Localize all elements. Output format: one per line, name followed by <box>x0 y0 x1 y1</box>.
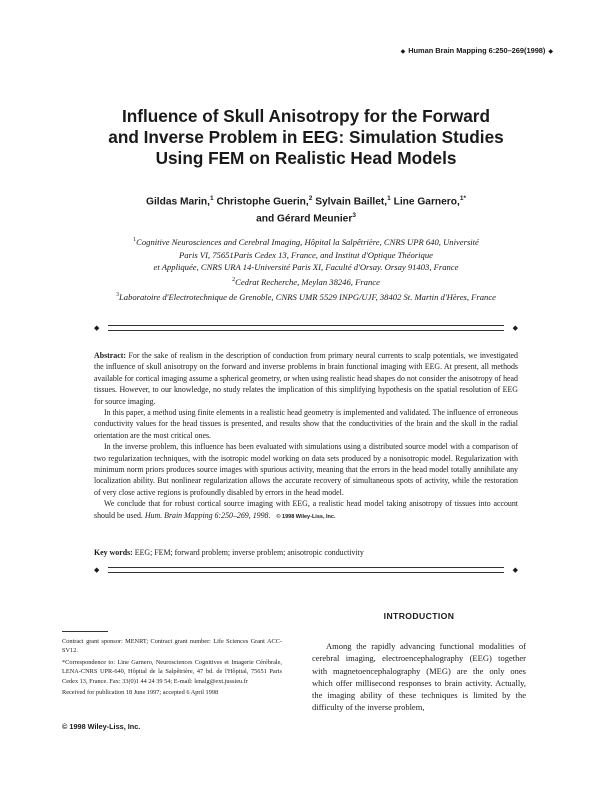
affiliation-line: Paris VI, 75651Paris Cedex 13, France, and Institut d'Optique Théorique <box>179 249 433 260</box>
divider-diamond-icon: ◆ <box>512 324 518 332</box>
title-line: Influence of Skull Anisotropy for the Forward <box>122 106 490 126</box>
footnotes <box>62 631 282 699</box>
article-title <box>90 106 522 169</box>
abstract-paragraph: In this paper, a method using finite elements in a realistic head geometry is implemented and validated. The influence of erroneous conductivity values for the head tissues is presented, and results show that the conductivities of the brain and the skull in the radial orientation are the most critical ones. <box>94 408 518 440</box>
author-name: Gildas Marin, <box>146 196 210 208</box>
affiliations <box>84 234 528 304</box>
affil-mark: 2 <box>232 277 236 284</box>
correspondence-footnote: *Correspondence to: Line Garnero, Neurosciences Cognitives et Imagerie Cérébrale, LENA-CNRS UPR-640, Hôpital de la Salpêtrière, 47 bd. de l'Hôpital, 75651 Paris Cedex 13, France. Fax: 33(0)1 44 24 39 54; E-mail: lenalg@ext.jussieu.fr <box>62 658 282 685</box>
copyright-notice: © 1998 Wiley-Liss, Inc. <box>62 722 141 731</box>
author-name: and Gérard Meunier <box>256 213 353 225</box>
abstract <box>94 350 518 523</box>
journal-citation: Human Brain Mapping 6:250–269(1998) <box>408 46 546 55</box>
title-line: and Inverse Problem in EEG: Simulation Studies <box>108 127 504 147</box>
affiliation-line: Cedrat Recherche, Meylan 38246, France <box>235 277 380 288</box>
author-affil-mark: 2 <box>308 195 313 202</box>
affil-mark: 3 <box>116 291 119 298</box>
author-list <box>80 192 532 227</box>
author-affil-mark: 3 <box>352 212 356 220</box>
author-affil-mark: 1* <box>459 195 466 202</box>
abstract-paragraph: For the sake of realism in the description of conduction from primary neural currents to scalp potentials, we investigated the influence of skull anisotropy on the forward and inverse problems in brain functional imaging with EEG. At present, all methods available for cortical imaging assume a spherical geometry, or when using realistic head shapes do not consider the anisotropy of head tissues. However, to our knowledge, no study relates the implication of this simplifying hypothesis on the spatial resolution of EEG for source imaging. <box>94 351 518 406</box>
footnote-rule <box>62 631 108 632</box>
keywords-text: EEG; FEM; forward problem; inverse problem; anisotropic conductivity <box>134 548 364 557</box>
affil-mark: 1 <box>133 237 137 243</box>
introduction-paragraph: Among the rapidly advancing functional modalities of cerebral imaging, electroencephalography (EEG) together with magnetoencephalography (MEG) are the only ones which offer millisecond responses to brain activity. Actually, the imaging ability of these techniques is limited by the difficulty of the inverse problem, <box>312 641 526 713</box>
header-diamond-right-icon: ◆ <box>548 49 553 55</box>
author-name: Line Garnero, <box>393 196 460 208</box>
abstract-paragraph: We conclude that for robust cortical source imaging with EEG, a realistic head model taking anisotropy of tissues into account should be used. <box>94 499 518 520</box>
header-diamond-left-icon: ◆ <box>400 49 406 55</box>
author-affil-mark: 1 <box>210 195 214 202</box>
introduction-heading: INTRODUCTION <box>383 611 455 621</box>
abstract-paragraph: In the inverse problem, this influence has been evaluated with simulations using a distributed source model with a comparison of two regularization techniques, with the isotropic model working on data sets produced by a nonisotropic model. Regularization with minimum norm priors produces source images with spurious activity, meaning that the errors in the head model totally annihilate any localization ability. But nonlinear regularization allows the accurate recovery of simultaneous spots of activity, while the restoration of very close active regions is profoundly disabled by errors in the head model. <box>94 442 518 497</box>
author-name: Sylvain Baillet, <box>315 196 388 208</box>
divider-diamond-icon: ◆ <box>94 566 100 574</box>
keywords-label: Key words: <box>94 548 133 557</box>
divider-diamond-icon: ◆ <box>512 566 518 574</box>
author-affil-mark: 1 <box>387 195 391 202</box>
abstract-copyright: © 1998 Wiley-Liss, Inc. <box>276 513 336 520</box>
affiliation-line: Cognitive Neurosciences and Cerebral Imaging, Hôpital la Salpêtrière, CNRS UPR 640, Université <box>136 236 479 247</box>
keywords <box>94 547 518 558</box>
title-line: Using FEM on Realistic Head Models <box>155 148 457 168</box>
author-name: Christophe Guerin, <box>216 196 309 208</box>
section-divider-top <box>94 324 518 332</box>
received-footnote: Received for publication 18 June 1997; accepted 6 April 1998 <box>62 689 219 697</box>
affiliation-line: et Appliquée, CNRS URA 14-Université Paris XI, Faculté d'Orsay. Orsay 91403, France <box>153 262 459 273</box>
introduction-body <box>312 640 526 714</box>
abstract-label: Abstract: <box>94 351 126 360</box>
affiliation-line: Laboratoire d'Electrotechnique de Grenoble, CNRS UMR 5529 INPG/UJF, 38402 St. Martin d'Hères, France <box>119 291 496 302</box>
divider-diamond-icon: ◆ <box>94 324 100 332</box>
running-header <box>398 46 556 55</box>
grant-footnote: Contract grant sponsor: MENRT; Contract grant number: Life Sciences Grant ACC-SV12. <box>62 638 282 655</box>
section-divider-bottom <box>94 566 518 574</box>
abstract-citation: Hum. Brain Mapping 6:250–269, 1998. <box>144 510 271 520</box>
